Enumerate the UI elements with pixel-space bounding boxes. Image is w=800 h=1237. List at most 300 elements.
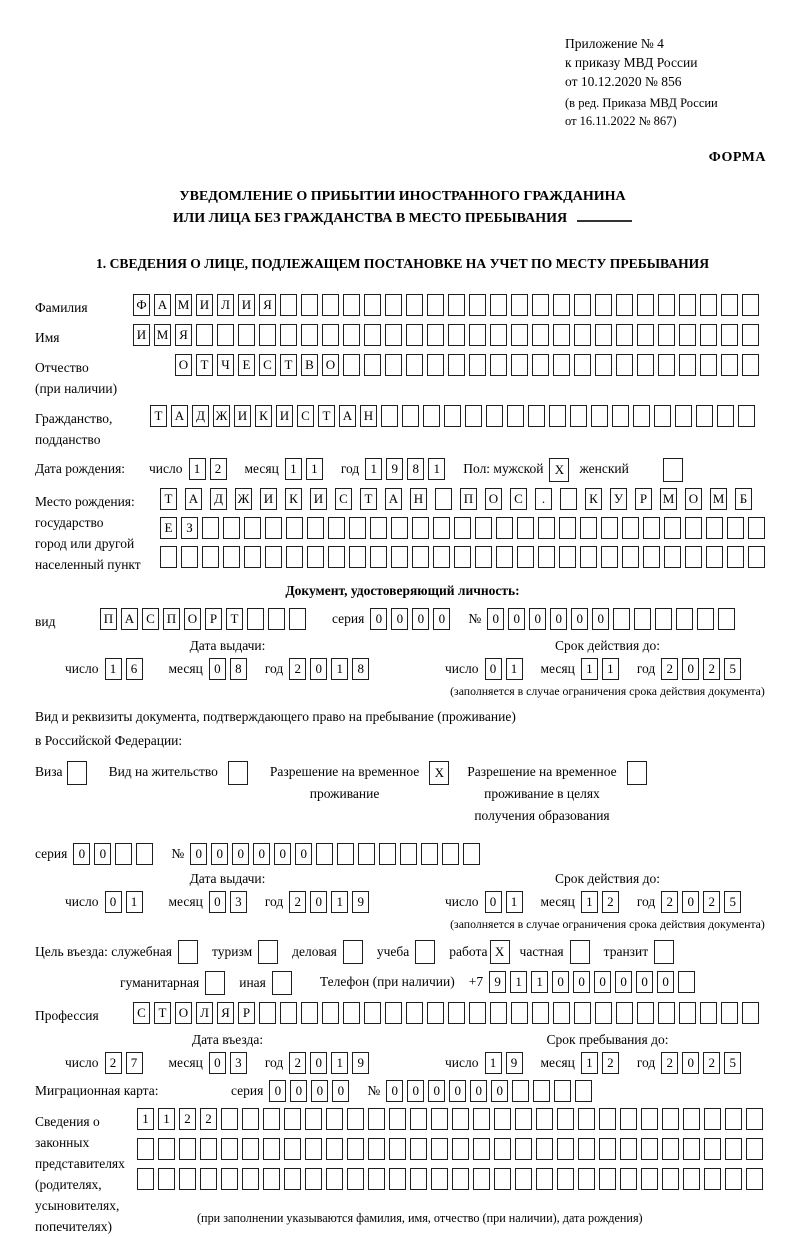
char-cell[interactable]: 0 [73, 843, 90, 865]
char-cell[interactable] [553, 294, 570, 316]
char-cell[interactable] [343, 940, 363, 964]
char-cell[interactable] [696, 405, 713, 427]
char-cell[interactable] [494, 1138, 511, 1160]
char-cell[interactable] [595, 354, 612, 376]
char-cell[interactable]: 1 [581, 658, 598, 680]
char-cell[interactable] [528, 405, 545, 427]
char-cell[interactable]: 0 [209, 658, 226, 680]
title-blank-line[interactable] [577, 210, 632, 222]
char-cell[interactable] [706, 546, 723, 568]
char-cell[interactable]: Я [217, 1002, 234, 1024]
char-cell[interactable] [664, 546, 681, 568]
char-cell[interactable] [137, 1168, 154, 1190]
char-cell[interactable]: 1 [158, 1108, 175, 1130]
char-cell[interactable]: 0 [269, 1080, 286, 1102]
char-cell[interactable] [358, 843, 375, 865]
char-cell[interactable] [284, 1168, 301, 1190]
char-cell[interactable] [343, 354, 360, 376]
char-cell[interactable] [67, 761, 87, 785]
char-cell[interactable] [221, 1168, 238, 1190]
char-cell[interactable]: 0 [209, 891, 226, 913]
char-cell[interactable]: Ж [235, 488, 252, 510]
char-cell[interactable] [683, 1168, 700, 1190]
char-cell[interactable]: 0 [552, 971, 569, 993]
char-cell[interactable] [595, 294, 612, 316]
char-cell[interactable] [368, 1138, 385, 1160]
char-cell[interactable]: И [276, 405, 293, 427]
char-cell[interactable]: Я [259, 294, 276, 316]
char-cell[interactable]: М [660, 488, 677, 510]
char-cell[interactable] [379, 843, 396, 865]
char-cell[interactable] [244, 546, 261, 568]
char-cell[interactable] [406, 324, 423, 346]
char-cell[interactable]: 5 [724, 658, 741, 680]
char-cell[interactable] [746, 1138, 763, 1160]
char-cell[interactable]: 0 [428, 1080, 445, 1102]
char-cell[interactable] [305, 1168, 322, 1190]
char-cell[interactable]: 0 [190, 843, 207, 865]
char-cell[interactable] [532, 354, 549, 376]
char-cell[interactable]: X [429, 761, 449, 785]
char-cell[interactable]: 0 [636, 971, 653, 993]
char-cell[interactable] [347, 1138, 364, 1160]
char-cell[interactable] [494, 1168, 511, 1190]
char-cell[interactable] [115, 843, 132, 865]
char-cell[interactable]: 1 [105, 658, 122, 680]
char-cell[interactable]: Н [360, 405, 377, 427]
char-cell[interactable] [305, 1108, 322, 1130]
char-cell[interactable] [578, 1108, 595, 1130]
char-cell[interactable] [475, 517, 492, 539]
char-cell[interactable] [727, 517, 744, 539]
char-cell[interactable] [268, 608, 285, 630]
char-cell[interactable]: 2 [179, 1108, 196, 1130]
char-cell[interactable] [683, 1108, 700, 1130]
char-cell[interactable] [475, 546, 492, 568]
char-cell[interactable] [263, 1168, 280, 1190]
char-cell[interactable] [301, 1002, 318, 1024]
char-cell[interactable]: 2 [661, 891, 678, 913]
char-cell[interactable] [679, 354, 696, 376]
char-cell[interactable]: 1 [428, 458, 445, 480]
char-cell[interactable]: 0 [295, 843, 312, 865]
char-cell[interactable] [620, 1168, 637, 1190]
char-cell[interactable] [748, 517, 765, 539]
char-cell[interactable] [465, 405, 482, 427]
char-cell[interactable]: В [301, 354, 318, 376]
char-cell[interactable]: 0 [290, 1080, 307, 1102]
char-cell[interactable]: 0 [211, 843, 228, 865]
char-cell[interactable]: 0 [657, 971, 674, 993]
char-cell[interactable]: Е [160, 517, 177, 539]
char-cell[interactable] [469, 324, 486, 346]
char-cell[interactable] [507, 405, 524, 427]
char-cell[interactable] [244, 517, 261, 539]
char-cell[interactable] [742, 354, 759, 376]
char-cell[interactable] [343, 324, 360, 346]
char-cell[interactable] [158, 1168, 175, 1190]
char-cell[interactable]: 0 [232, 843, 249, 865]
char-cell[interactable] [337, 843, 354, 865]
char-cell[interactable] [412, 546, 429, 568]
char-cell[interactable] [721, 324, 738, 346]
char-cell[interactable]: И [310, 488, 327, 510]
char-cell[interactable] [496, 546, 513, 568]
char-cell[interactable]: 1 [331, 1052, 348, 1074]
char-cell[interactable]: С [142, 608, 159, 630]
char-cell[interactable] [718, 608, 735, 630]
char-cell[interactable]: 2 [661, 658, 678, 680]
char-cell[interactable]: 0 [550, 608, 567, 630]
char-cell[interactable] [538, 546, 555, 568]
char-cell[interactable] [221, 1138, 238, 1160]
char-cell[interactable]: 0 [310, 891, 327, 913]
char-cell[interactable] [704, 1168, 721, 1190]
char-cell[interactable]: П [163, 608, 180, 630]
char-cell[interactable]: О [175, 1002, 192, 1024]
char-cell[interactable]: 9 [352, 891, 369, 913]
char-cell[interactable]: 0 [310, 658, 327, 680]
char-cell[interactable]: К [255, 405, 272, 427]
char-cell[interactable] [580, 546, 597, 568]
char-cell[interactable]: Т [196, 354, 213, 376]
char-cell[interactable] [746, 1168, 763, 1190]
char-cell[interactable] [427, 324, 444, 346]
char-cell[interactable]: 0 [470, 1080, 487, 1102]
char-cell[interactable]: С [335, 488, 352, 510]
char-cell[interactable] [263, 1138, 280, 1160]
char-cell[interactable] [742, 324, 759, 346]
char-cell[interactable]: 0 [508, 608, 525, 630]
char-cell[interactable] [637, 294, 654, 316]
char-cell[interactable]: О [184, 608, 201, 630]
char-cell[interactable] [389, 1168, 406, 1190]
char-cell[interactable] [448, 324, 465, 346]
char-cell[interactable] [601, 517, 618, 539]
char-cell[interactable] [301, 294, 318, 316]
char-cell[interactable]: 1 [581, 891, 598, 913]
char-cell[interactable]: К [585, 488, 602, 510]
char-cell[interactable] [486, 405, 503, 427]
char-cell[interactable] [454, 517, 471, 539]
char-cell[interactable]: 9 [352, 1052, 369, 1074]
char-cell[interactable] [622, 517, 639, 539]
char-cell[interactable]: Ф [133, 294, 150, 316]
char-cell[interactable] [258, 940, 278, 964]
char-cell[interactable]: X [549, 458, 569, 482]
char-cell[interactable]: 0 [682, 658, 699, 680]
char-cell[interactable] [511, 294, 528, 316]
char-cell[interactable] [599, 1168, 616, 1190]
char-cell[interactable] [496, 517, 513, 539]
char-cell[interactable] [410, 1108, 427, 1130]
char-cell[interactable] [469, 354, 486, 376]
char-cell[interactable] [200, 1138, 217, 1160]
char-cell[interactable]: А [171, 405, 188, 427]
char-cell[interactable] [721, 354, 738, 376]
char-cell[interactable] [223, 517, 240, 539]
char-cell[interactable]: 0 [391, 608, 408, 630]
char-cell[interactable] [622, 546, 639, 568]
char-cell[interactable]: 0 [529, 608, 546, 630]
char-cell[interactable] [364, 324, 381, 346]
char-cell[interactable]: 1 [510, 971, 527, 993]
char-cell[interactable] [676, 608, 693, 630]
char-cell[interactable] [179, 1168, 196, 1190]
char-cell[interactable] [678, 971, 695, 993]
char-cell[interactable]: Ч [217, 354, 234, 376]
char-cell[interactable]: 2 [200, 1108, 217, 1130]
char-cell[interactable]: 0 [594, 971, 611, 993]
char-cell[interactable] [643, 517, 660, 539]
char-cell[interactable]: 0 [615, 971, 632, 993]
char-cell[interactable]: С [297, 405, 314, 427]
char-cell[interactable] [431, 1138, 448, 1160]
char-cell[interactable] [289, 608, 306, 630]
char-cell[interactable] [347, 1108, 364, 1130]
char-cell[interactable]: 3 [230, 891, 247, 913]
char-cell[interactable] [305, 1138, 322, 1160]
char-cell[interactable]: Б [735, 488, 752, 510]
char-cell[interactable]: Т [160, 488, 177, 510]
char-cell[interactable]: С [133, 1002, 150, 1024]
char-cell[interactable] [700, 1002, 717, 1024]
char-cell[interactable] [515, 1168, 532, 1190]
char-cell[interactable] [196, 324, 213, 346]
char-cell[interactable] [490, 294, 507, 316]
char-cell[interactable] [454, 546, 471, 568]
char-cell[interactable]: 1 [306, 458, 323, 480]
char-cell[interactable]: А [385, 488, 402, 510]
char-cell[interactable]: С [259, 354, 276, 376]
char-cell[interactable] [616, 294, 633, 316]
char-cell[interactable]: И [196, 294, 213, 316]
char-cell[interactable]: Я [175, 324, 192, 346]
char-cell[interactable]: 2 [703, 1052, 720, 1074]
char-cell[interactable] [242, 1138, 259, 1160]
char-cell[interactable] [727, 546, 744, 568]
char-cell[interactable]: Т [226, 608, 243, 630]
char-cell[interactable] [452, 1108, 469, 1130]
char-cell[interactable]: Т [360, 488, 377, 510]
char-cell[interactable] [364, 354, 381, 376]
char-cell[interactable] [385, 294, 402, 316]
char-cell[interactable] [400, 843, 417, 865]
char-cell[interactable]: М [175, 294, 192, 316]
char-cell[interactable] [242, 1108, 259, 1130]
char-cell[interactable] [433, 517, 450, 539]
char-cell[interactable]: Р [635, 488, 652, 510]
char-cell[interactable]: М [154, 324, 171, 346]
char-cell[interactable] [560, 488, 577, 510]
char-cell[interactable]: О [485, 488, 502, 510]
char-cell[interactable]: 2 [602, 1052, 619, 1074]
char-cell[interactable] [415, 940, 435, 964]
char-cell[interactable] [679, 1002, 696, 1024]
char-cell[interactable] [616, 324, 633, 346]
char-cell[interactable] [448, 1002, 465, 1024]
char-cell[interactable] [202, 517, 219, 539]
char-cell[interactable] [473, 1108, 490, 1130]
char-cell[interactable]: Р [238, 1002, 255, 1024]
char-cell[interactable] [263, 1108, 280, 1130]
char-cell[interactable] [536, 1108, 553, 1130]
char-cell[interactable] [307, 546, 324, 568]
char-cell[interactable] [265, 517, 282, 539]
char-cell[interactable] [389, 1108, 406, 1130]
char-cell[interactable] [259, 1002, 276, 1024]
char-cell[interactable] [557, 1108, 574, 1130]
char-cell[interactable]: Д [210, 488, 227, 510]
char-cell[interactable]: А [185, 488, 202, 510]
char-cell[interactable]: О [685, 488, 702, 510]
char-cell[interactable]: 2 [289, 891, 306, 913]
char-cell[interactable]: 0 [433, 608, 450, 630]
char-cell[interactable] [620, 1138, 637, 1160]
char-cell[interactable] [658, 324, 675, 346]
char-cell[interactable] [490, 1002, 507, 1024]
char-cell[interactable] [490, 324, 507, 346]
char-cell[interactable] [490, 354, 507, 376]
char-cell[interactable] [431, 1168, 448, 1190]
char-cell[interactable] [178, 940, 198, 964]
char-cell[interactable]: . [535, 488, 552, 510]
char-cell[interactable]: 7 [126, 1052, 143, 1074]
char-cell[interactable] [368, 1168, 385, 1190]
char-cell[interactable]: X [490, 940, 510, 964]
char-cell[interactable]: 8 [352, 658, 369, 680]
char-cell[interactable] [435, 488, 452, 510]
char-cell[interactable] [663, 458, 683, 482]
char-cell[interactable] [515, 1138, 532, 1160]
char-cell[interactable] [511, 354, 528, 376]
char-cell[interactable]: 2 [289, 658, 306, 680]
char-cell[interactable] [316, 843, 333, 865]
char-cell[interactable]: О [322, 354, 339, 376]
char-cell[interactable] [511, 1002, 528, 1024]
char-cell[interactable]: 0 [487, 608, 504, 630]
char-cell[interactable] [473, 1168, 490, 1190]
char-cell[interactable]: А [339, 405, 356, 427]
char-cell[interactable]: Т [318, 405, 335, 427]
char-cell[interactable]: Д [192, 405, 209, 427]
char-cell[interactable] [557, 1168, 574, 1190]
char-cell[interactable] [368, 1108, 385, 1130]
char-cell[interactable] [700, 294, 717, 316]
char-cell[interactable] [364, 1002, 381, 1024]
char-cell[interactable] [616, 1002, 633, 1024]
char-cell[interactable] [658, 1002, 675, 1024]
char-cell[interactable] [697, 608, 714, 630]
char-cell[interactable] [643, 546, 660, 568]
char-cell[interactable] [553, 354, 570, 376]
char-cell[interactable] [328, 517, 345, 539]
char-cell[interactable]: Р [205, 608, 222, 630]
char-cell[interactable] [721, 294, 738, 316]
char-cell[interactable]: 5 [724, 1052, 741, 1074]
char-cell[interactable] [494, 1108, 511, 1130]
char-cell[interactable]: Ж [213, 405, 230, 427]
char-cell[interactable] [280, 294, 297, 316]
char-cell[interactable] [343, 294, 360, 316]
char-cell[interactable] [349, 517, 366, 539]
char-cell[interactable]: М [710, 488, 727, 510]
char-cell[interactable] [217, 324, 234, 346]
char-cell[interactable] [620, 1108, 637, 1130]
char-cell[interactable] [637, 354, 654, 376]
char-cell[interactable] [421, 843, 438, 865]
char-cell[interactable] [410, 1168, 427, 1190]
char-cell[interactable] [517, 517, 534, 539]
char-cell[interactable] [553, 324, 570, 346]
char-cell[interactable] [559, 517, 576, 539]
char-cell[interactable]: Т [280, 354, 297, 376]
char-cell[interactable] [536, 1138, 553, 1160]
char-cell[interactable] [517, 546, 534, 568]
char-cell[interactable] [742, 294, 759, 316]
char-cell[interactable] [322, 294, 339, 316]
char-cell[interactable] [658, 354, 675, 376]
char-cell[interactable] [238, 324, 255, 346]
char-cell[interactable]: 8 [230, 658, 247, 680]
char-cell[interactable] [574, 294, 591, 316]
char-cell[interactable]: С [510, 488, 527, 510]
char-cell[interactable] [654, 940, 674, 964]
char-cell[interactable]: О [175, 354, 192, 376]
char-cell[interactable]: Т [150, 405, 167, 427]
char-cell[interactable]: 1 [126, 891, 143, 913]
char-cell[interactable] [533, 1080, 550, 1102]
char-cell[interactable]: 0 [485, 658, 502, 680]
char-cell[interactable] [553, 1002, 570, 1024]
char-cell[interactable] [557, 1138, 574, 1160]
char-cell[interactable] [721, 1002, 738, 1024]
char-cell[interactable] [452, 1168, 469, 1190]
char-cell[interactable]: И [133, 324, 150, 346]
char-cell[interactable]: 0 [407, 1080, 424, 1102]
char-cell[interactable] [280, 1002, 297, 1024]
char-cell[interactable]: 1 [137, 1108, 154, 1130]
char-cell[interactable]: 0 [573, 971, 590, 993]
char-cell[interactable] [265, 546, 282, 568]
char-cell[interactable] [512, 1080, 529, 1102]
char-cell[interactable] [370, 517, 387, 539]
char-cell[interactable] [532, 1002, 549, 1024]
char-cell[interactable] [717, 405, 734, 427]
char-cell[interactable] [343, 1002, 360, 1024]
char-cell[interactable] [641, 1168, 658, 1190]
char-cell[interactable] [228, 761, 248, 785]
char-cell[interactable] [448, 294, 465, 316]
char-cell[interactable] [574, 1002, 591, 1024]
char-cell[interactable] [179, 1138, 196, 1160]
char-cell[interactable] [685, 517, 702, 539]
char-cell[interactable] [463, 843, 480, 865]
char-cell[interactable]: 1 [485, 1052, 502, 1074]
char-cell[interactable] [385, 324, 402, 346]
char-cell[interactable] [242, 1168, 259, 1190]
char-cell[interactable] [427, 354, 444, 376]
char-cell[interactable] [307, 517, 324, 539]
char-cell[interactable] [662, 1138, 679, 1160]
char-cell[interactable]: Н [410, 488, 427, 510]
char-cell[interactable] [406, 1002, 423, 1024]
char-cell[interactable] [301, 324, 318, 346]
char-cell[interactable]: 0 [332, 1080, 349, 1102]
char-cell[interactable] [706, 517, 723, 539]
char-cell[interactable] [574, 324, 591, 346]
char-cell[interactable] [633, 405, 650, 427]
